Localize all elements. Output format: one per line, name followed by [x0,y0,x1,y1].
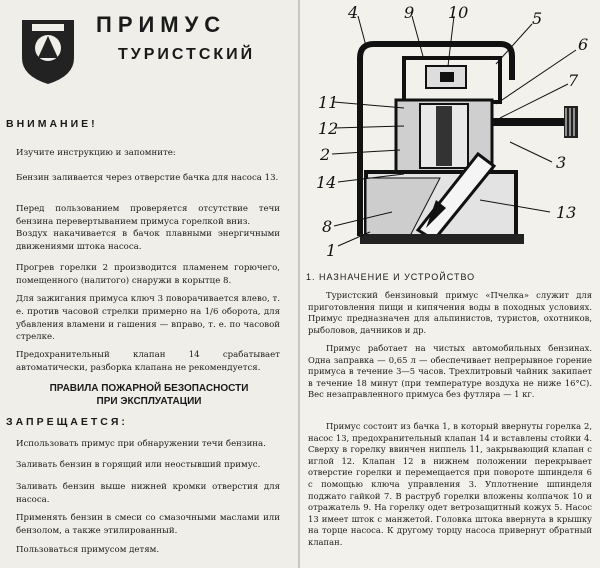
instruction-paragraph: Прогрев горелки 2 производится пламенем горючего, помещенного (налитого) снаружи в корытце 8. [16,263,280,286]
forbidden-item: Пользоваться примусом детям. [16,545,160,555]
section-heading: 1. НАЗНАЧЕНИЕ И УСТРОЙСТВО [306,272,476,282]
diagram-label: 5 [532,9,543,28]
instruction-paragraph: Воздух накачивается в бачок плавными энергичными движениями штока насоса. [16,229,280,252]
forbidden-item: Заливать бензин в горящий или неостывший примус. [16,460,261,470]
instruction-paragraph: Перед пользованием проверяется отсутствие течи бензина перевертыванием примуса горелкой вниз. [16,204,280,227]
forbidden-heading: ЗАПРЕЩАЕТСЯ: [6,416,128,428]
page-subtitle: ТУРИСТСКИЙ [118,46,256,63]
diagram-label: 4 [348,3,359,22]
fire-safety-heading-line2: ПРИ ЭКСПЛУАТАЦИИ [96,396,202,407]
fire-safety-heading [24,382,274,408]
right-page [300,0,600,568]
primus-diagram [300,0,600,265]
forbidden-item: Заливать бензин выше нижней кромки отверстия для насоса. [16,482,280,505]
instruction-paragraph: Предохранительный клапан 14 срабатывает автоматически, разборка клапана не рекомендуется. [16,350,280,373]
diagram-label: 14 [316,173,337,192]
forbidden-item: Применять бензин в смеси со смазочными маслами или бензолом, а также этилированный. [16,513,280,536]
diagram-label: 8 [322,217,333,236]
diagram-label: 12 [318,119,339,138]
diagram-label: 13 [556,203,577,222]
description-paragraph: Примус работает на чистых автомобильных бензинах. Одна заправка — 0,65 л — обеспечивает непрерывное горение примуса в течение 3—5 часов. Трехлитровый чайник закипает в течение 18 минут (при температуре воздуха не ниже 16°С). Вес незаправленного примуса без футляра — 1 кг. [308,343,592,400]
diagram-label: 6 [578,35,589,54]
diagram-label: 7 [568,71,579,90]
diagram-label: 1 [326,241,337,260]
diagram-label: 10 [448,3,469,22]
description-paragraph: Примус состоит из бачка 1, в который ввернуты горелка 2, насос 13, предохранительный клапан 14 и вставлены стойки 4. Сверху в горелку ввинчен ниппель 11, закрывающий клапан с иглой 12. Клапан 12 в нижнем положении перекрывает отверстие горелки и перемещается при повороте шпинделя 6 с помощью ключа управления 3. Уплотнение шпинделя поджато гайкой 7. В раструб горелки вложены колпачок 10 и отражатель 9. На горелку одет ветрозащитный кожух 5. Насос 13 имеет шток с манжетой. Головка штока ввернута в крышку на торце насоса. К другому торцу насоса привернут обратный клапан. [308,421,592,547]
attention-heading: ВНИМАНИЕ! [6,118,98,130]
manufacturer-logo [18,14,78,86]
description-paragraph: Туристский бензиновый примус «Пчелка» служит для приготовления пищи и кипячения воды в походных условиях. Примус предназначен для альпинистов, туристов, охотников, рыболовов, дачников и др. [308,290,592,335]
diagram-label: 11 [318,93,339,112]
page-title: ПРИМУС [96,12,227,37]
diagram-label: 2 [320,145,331,164]
diagram-label: 3 [556,153,567,172]
instruction-paragraph: Для зажигания примуса ключ 3 поворачивается влево, т. е. против часовой стрелки примерно на 1/6 оборота, для убавления вламени и гашения — вправо, т. е. по часовой стрелке. [16,294,280,343]
instruction-paragraph: Изучите инструкцию и запомните: [16,148,176,158]
instruction-paragraph: Бензин заливается через отверстие бачка для насоса 13. [16,173,279,183]
forbidden-item: Использовать примус при обнаружении течи бензина. [16,439,266,449]
diagram-label: 9 [404,3,415,22]
fire-safety-heading-line1: ПРАВИЛА ПОЖАРНОЙ БЕЗОПАСНОСТИ [49,383,249,394]
